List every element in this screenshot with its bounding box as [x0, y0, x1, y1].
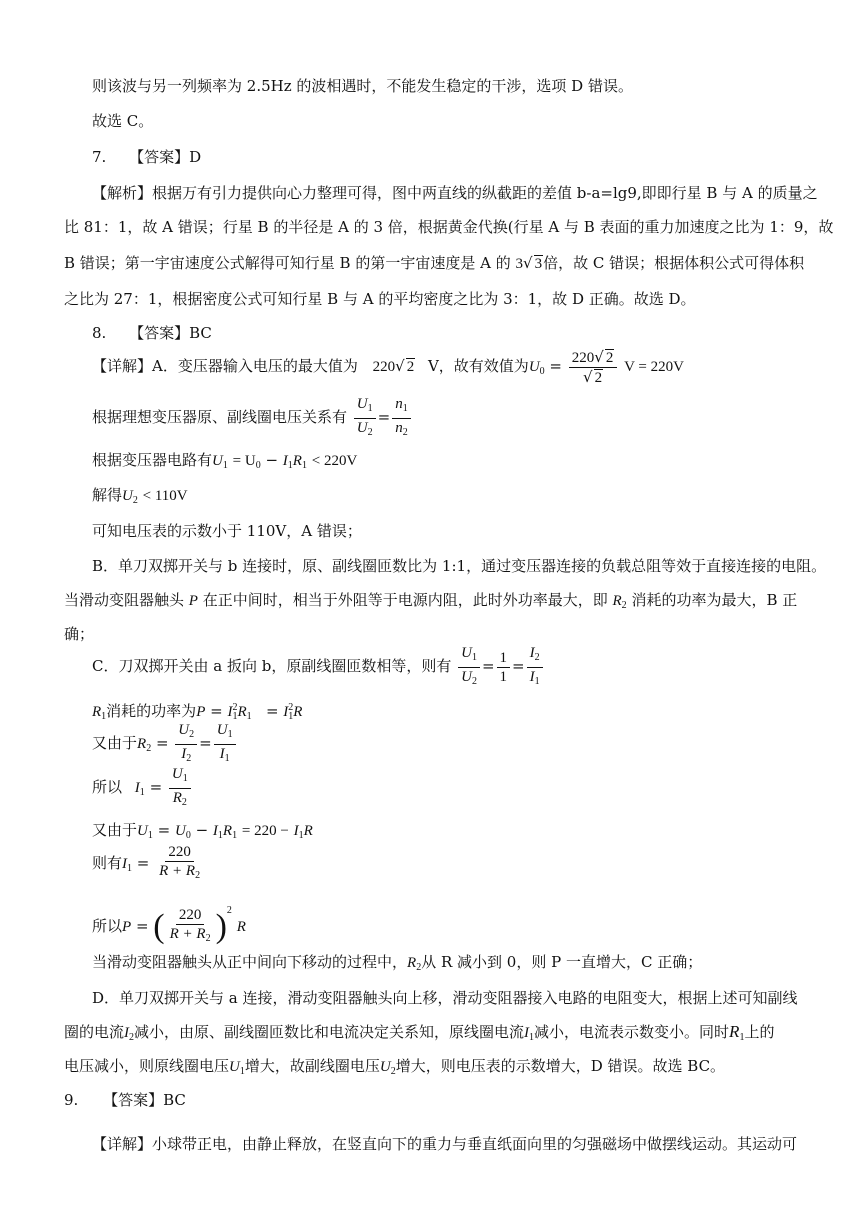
fraction: $\frac{I_2}{I_1}$	[527, 644, 543, 691]
radicand: 2	[605, 349, 614, 366]
text-span: 解得	[92, 486, 123, 504]
math-expression: P	[196, 704, 206, 720]
question-8-header	[92, 323, 212, 343]
formula-line: C．刀双掷开关由 a 扳向 b，原副线圈匝数相等，则有 $\frac{U_1}{U_2}$ = $\frac{1}{1}$ = $\frac{I_2}{I_1}$	[92, 643, 545, 689]
formula-line: 则有$I_1$ = $\frac{220}{R + R_2}$	[92, 840, 205, 886]
text-span: 当滑动变阻器触头	[64, 591, 189, 609]
text-span: 根据理想变压器原、副线圈电压关系有	[92, 408, 348, 426]
formula-line: 所以 $I_1$ = $\frac{U_1}{R_2}$	[92, 764, 193, 810]
text-span: 当滑动变阻器触头从正中间向下移动的过程中，	[92, 953, 408, 971]
text-span: 从 R 减小到 0，则 P 一直增大，C 正确；	[421, 953, 703, 971]
text-span: 减小，由原、副线圈匝数比和电流决定关系知，原线圈电流	[134, 1023, 525, 1041]
math-var: $I_1$	[134, 780, 145, 798]
text-span: 增大，则电压表的示数增大，D 错误。故选 BC。	[395, 1057, 726, 1075]
paragraph-line: 【详解】小球带正电，由静止释放，在竖直向下的重力与垂直纸面向里的匀强磁场中做摆线运动。其运动可	[92, 1135, 798, 1153]
math-var: $R_2$	[137, 736, 152, 754]
radicand: 2	[406, 359, 415, 375]
fraction: $\frac{220}{R + R_2}$	[169, 907, 211, 944]
math-var: $U_2$	[122, 488, 138, 506]
answer-label: 【答案】BC	[129, 324, 212, 342]
fraction: $\frac{n_1}{n_2}$	[392, 395, 411, 442]
text-span: 增大，故副线圈电压	[244, 1057, 380, 1075]
paragraph-line: 确；	[64, 625, 95, 643]
fraction-numerator: 220	[571, 349, 595, 366]
paragraph-line: 可知电压表的示数小于 110V，A 错误；	[92, 522, 362, 540]
math-var: $I_1$	[122, 856, 133, 874]
text-span: 消耗的功率为最大，B 正	[626, 591, 798, 609]
paragraph-line	[64, 1022, 774, 1048]
math-result: V = 220V	[624, 359, 684, 375]
math-var: $U_1$	[229, 1059, 245, 1077]
fraction: $\frac{U_1}{I_1}$	[214, 721, 236, 768]
paragraph-line: 比 81：1，故 A 错误；行星 B 的半径是 A 的 3 倍，根据黄金代换(行星 A 与 B 表面的重力加速度之比为 1：9，故	[64, 218, 834, 236]
paragraph-line: D．单刀双掷开关与 a 连接，滑动变阻器触头向上移，滑动变阻器接入电路的电阻变大，根据上述可知副线	[92, 989, 798, 1007]
formula-line: 所以P = ( $\frac{220}{R + R_2}$ )$^2$ R	[92, 888, 246, 934]
text-span: 倍，故 C 错误；根据体积公式可得体积	[543, 254, 805, 272]
math-var: $U_0$	[528, 359, 545, 377]
math-var: $I_2$	[124, 1025, 135, 1043]
fraction: $\frac{220√ 2}{√ 2}$	[569, 348, 618, 387]
math-var: $R_2$	[612, 593, 627, 611]
math-text: = 220 −	[241, 823, 289, 839]
question-number: 8.	[92, 324, 107, 342]
paragraph-line	[64, 253, 804, 274]
text-span: V，故有效值为	[427, 357, 529, 375]
math-var: $R_1$	[92, 704, 107, 722]
formula-line: 又由于$R_2$ = $\frac{U_2}{I_2}$ = $\frac{U_1}{I_1}$	[92, 720, 238, 766]
fraction: $\frac{1}{1}$	[497, 649, 511, 686]
formula-line: 根据理想变压器原、副线圈电压关系有 $\frac{U_1}{U_2}$ = $\frac{n_1}{n_2}$	[92, 394, 413, 440]
paragraph-line	[92, 952, 702, 978]
text-span: 所以	[92, 778, 123, 796]
fraction: $\frac{U_1}{R_2}$	[169, 765, 191, 812]
math-var: $U_1$	[137, 823, 153, 841]
answer-label: 【答案】D	[129, 148, 202, 166]
fraction-numerator: 220	[165, 843, 194, 862]
text-span: 【详解】A．变压器输入电压的最大值为	[92, 357, 358, 375]
fraction: $\frac{U_1}{U_2}$	[354, 395, 376, 442]
formula-line: 【详解】A．变压器输入电压的最大值为 220√ 2 V，故有效值为$U_0$ = $\frac{220√ 2}{√ 2}$ V = 220V	[92, 347, 684, 386]
text-span: 又由于	[92, 734, 138, 752]
question-number: 9.	[64, 1091, 79, 1109]
fraction: $\frac{220}{R + R_2}$	[159, 844, 201, 881]
math-text: = U	[232, 453, 256, 469]
text-span: 电压减小，则原线圈电压	[64, 1057, 230, 1075]
paragraph-line: B．单刀双掷开关与 b 连接时，原、副线圈匝数比为 1:1，通过变压器连接的负载总阻等效于直接连接的电阻。	[92, 557, 827, 575]
question-9-header	[64, 1090, 186, 1110]
math-var: P	[122, 919, 132, 935]
sqrt-symbol: √	[523, 254, 533, 272]
text-span: 减小，电流表示数变小。同时	[534, 1023, 730, 1041]
text-span: 在正中间时，相当于外阻等于电源内阻，此时外功率最大，即	[197, 591, 613, 609]
formula-line	[92, 485, 188, 511]
fraction: $\frac{U_2}{I_2}$	[175, 721, 197, 768]
math-coefficient: 3	[515, 256, 523, 272]
math-var: $R_1$	[729, 1022, 745, 1043]
text-span: 所以	[92, 917, 123, 935]
paragraph-line: 则该波与另一列频率为 2.5Hz 的波相遇时，不能发生稳定的干涉，选项 D 错误。	[92, 77, 633, 95]
answer-label: 【答案】BC	[103, 1091, 186, 1109]
paragraph-line: 故选 C。	[92, 112, 154, 130]
math-text: < 110V	[142, 488, 188, 504]
formula-line: $R_1$消耗的功率为$P = I_1^2R_1 = I_1^2R$	[92, 702, 303, 722]
text-span: 上的	[744, 1023, 775, 1041]
sqrt-symbol: √	[395, 357, 405, 375]
math-var: $U_2$	[379, 1059, 396, 1077]
text-span: C．刀双掷开关由 a 扳向 b，原副线圈匝数相等，则有	[92, 657, 452, 675]
math-value: 220	[372, 359, 396, 375]
paragraph-line	[64, 1056, 725, 1082]
formula-line: 又由于$U_1 = U_0 - I_1R_1 = 220 - I_1R$	[92, 821, 313, 841]
math-var: P	[188, 593, 198, 609]
formula-line: 根据变压器电路有$U_1 = U_0 - I_1R_1 < 220V$	[92, 451, 358, 471]
text-span: 圈的电流	[64, 1023, 125, 1041]
text-span: 又由于	[92, 821, 138, 839]
text-span: 根据变压器电路有	[92, 451, 213, 469]
math-var: $I_1R_1$	[282, 453, 307, 471]
paragraph-line	[64, 590, 797, 616]
math-var: $I_1$	[524, 1025, 535, 1043]
math-var: $U_1$	[212, 453, 228, 471]
text-span: B 错误；第一宇宙速度公式解得可知行星 B 的第一宇宙速度是 A 的	[64, 254, 516, 272]
text-span: 则有	[92, 854, 123, 872]
text-span: 消耗的功率为	[106, 702, 197, 720]
paragraph-line: 之比为 27：1，根据密度公式可知行星 B 与 A 的平均密度之比为 3：1，故 D 正确。故选 D。	[64, 290, 696, 308]
radicand: 2	[594, 369, 603, 386]
question-number: 7.	[92, 148, 107, 166]
math-var: $R_2$	[407, 955, 422, 973]
math-text: < 220V	[311, 453, 358, 469]
question-7-header	[92, 147, 201, 167]
radicand: 3	[534, 256, 543, 272]
fraction: $\frac{U_1}{U_2}$	[458, 644, 480, 691]
paragraph-line: 【解析】根据万有引力提供向心力整理可得，图中两直线的纵截距的差值 b-a=lg9,即即行星 B 与 A 的质量之	[92, 184, 818, 202]
fraction-numerator: 220	[176, 906, 205, 925]
